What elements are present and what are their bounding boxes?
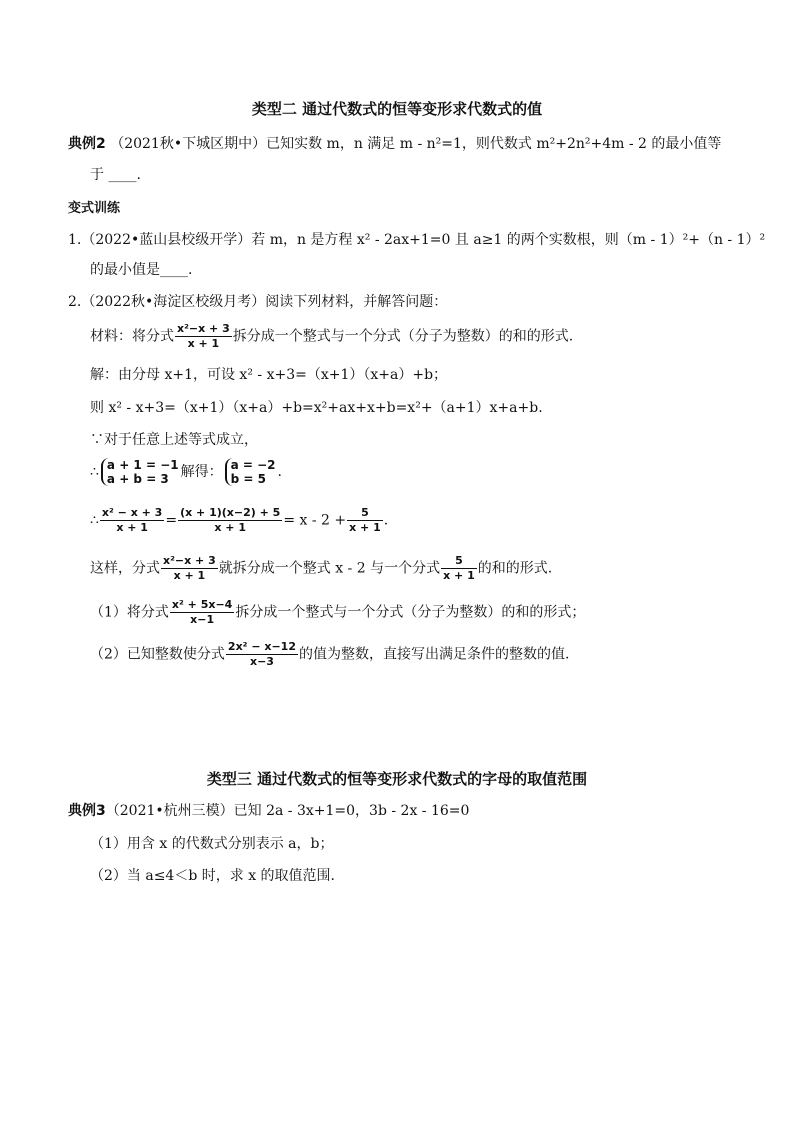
example2-label: 典例2 bbox=[68, 136, 106, 152]
equation-system-1 bbox=[101, 458, 179, 486]
sub1-fraction bbox=[170, 598, 234, 627]
system-end: . bbox=[277, 464, 282, 480]
sub2-frac-den: x−3 bbox=[249, 655, 274, 668]
eq-sign: = bbox=[165, 512, 178, 529]
solution-line2: 则 x² - x+3=（x+1）（x+a）+b=x²+ax+x+b=x²+（a+1）x+a+b. bbox=[90, 400, 543, 416]
q1-line2: 的最小值是____. bbox=[90, 262, 193, 278]
sub-question-1 bbox=[90, 598, 585, 627]
sub1-b: 拆分成一个整式与一个分式（分子为整数）的和的形式； bbox=[235, 604, 586, 621]
equation-system-2 bbox=[225, 458, 276, 486]
material-a: 材料：将分式 bbox=[90, 328, 174, 345]
sub-question-2 bbox=[90, 640, 569, 669]
thus-fraction-2 bbox=[441, 554, 477, 583]
example2-text-1: （2021秋•下城区期中）已知实数 m，n 满足 m - n²=1，则代数式 m²+2n²+4m - 2 的最小值等 bbox=[110, 136, 722, 152]
sub1-a: （1）将分式 bbox=[90, 604, 169, 621]
system-line bbox=[90, 458, 282, 486]
eq-mid: = x - 2 + bbox=[283, 512, 347, 529]
example3-label: 典例3 bbox=[68, 803, 106, 819]
because-line: ∵对于任意上述等式成立， bbox=[90, 432, 258, 448]
solve-word: 解得： bbox=[180, 464, 223, 480]
training-label: 变式训练 bbox=[68, 201, 121, 216]
material-fraction bbox=[175, 322, 232, 351]
equation-line bbox=[90, 506, 388, 535]
solution-line1: 解：由分母 x+1，可设 x² - x+3=（x+1）（x+a）+b； bbox=[90, 367, 448, 383]
eq-frac2-num: (x + 1)(x−2) + 5 bbox=[180, 506, 281, 519]
eq-frac1-num: x² − x + 3 bbox=[101, 506, 163, 519]
eq-frac3-den: x + 1 bbox=[349, 521, 381, 534]
thus-line bbox=[90, 554, 552, 583]
sub2-frac-num: 2x² − x−12 bbox=[227, 640, 296, 653]
example3-text: （2021•杭州三模）已知 2a - 3x+1=0，3b - 2x - 16=0 bbox=[105, 803, 470, 819]
q1-line1: 1.（2022•蓝山县校级开学）若 m，n 是方程 x² - 2ax+1=0 且 a≥1 的两个实数根，则（m - 1）²+（n - 1）² bbox=[68, 232, 766, 248]
thus-frac2-num: 5 bbox=[441, 554, 477, 569]
sys1-eq2: a + b = 3 bbox=[106, 472, 169, 486]
thus-frac-den: x + 1 bbox=[173, 569, 206, 582]
thus-frac2-den: x + 1 bbox=[443, 569, 475, 582]
eq-end: . bbox=[383, 512, 389, 529]
example3-sub2: （2）当 a≤4＜b 时，求 x 的取值范围. bbox=[90, 868, 335, 884]
sub2-fraction bbox=[226, 640, 298, 669]
example2-line1 bbox=[68, 134, 721, 154]
sys2-eq1: a = −2 bbox=[230, 458, 276, 472]
eq-fraction-3 bbox=[347, 506, 383, 535]
sys2-eq2: b = 5 bbox=[230, 472, 266, 486]
q2-header: 2.（2022秋•海淀区校级月考）阅读下列材料，并解答问题： bbox=[68, 294, 448, 310]
material-frac-den: x + 1 bbox=[187, 337, 220, 350]
therefore-symbol-1: ∴ bbox=[90, 464, 99, 480]
therefore-symbol-2: ∴ bbox=[90, 512, 99, 529]
material-b: 拆分成一个整式与一个分式（分子为整数）的和的形式. bbox=[232, 328, 574, 345]
sub1-frac-den: x−1 bbox=[190, 613, 215, 626]
example3-sub1: （1）用含 x 的代数式分别表示 a，b； bbox=[90, 836, 334, 852]
sys1-eq1: a + 1 = −1 bbox=[106, 458, 179, 472]
eq-fraction-2 bbox=[178, 506, 282, 535]
thus-b: 就拆分成一个整式 x - 2 与一个分式 bbox=[218, 560, 441, 577]
eq-frac3-num: 5 bbox=[347, 506, 383, 521]
thus-c: 的和的形式. bbox=[477, 560, 553, 577]
thus-frac-num: x²−x + 3 bbox=[163, 554, 216, 567]
material-line bbox=[90, 322, 573, 351]
thus-a: 这样，分式 bbox=[90, 560, 160, 577]
example2-line2: 于 ____. bbox=[90, 167, 141, 183]
sub1-frac-num: x² + 5x−4 bbox=[171, 598, 233, 611]
section3-title: 类型三 通过代数式的恒等变形求代数式的字母的取值范围 bbox=[206, 770, 588, 788]
eq-frac2-den: x + 1 bbox=[214, 521, 246, 534]
sub2-b: 的值为整数，直接写出满足条件的整数的值. bbox=[298, 646, 570, 663]
thus-fraction-1 bbox=[161, 554, 218, 583]
section2-title: 类型二 通过代数式的恒等变形求代数式的值 bbox=[251, 100, 543, 118]
example3-line bbox=[68, 801, 469, 821]
eq-frac1-den: x + 1 bbox=[116, 521, 148, 534]
material-frac-num: x²−x + 3 bbox=[177, 322, 230, 335]
eq-fraction-1 bbox=[100, 506, 164, 535]
sub2-a: （2）已知整数使分式 bbox=[90, 646, 225, 663]
